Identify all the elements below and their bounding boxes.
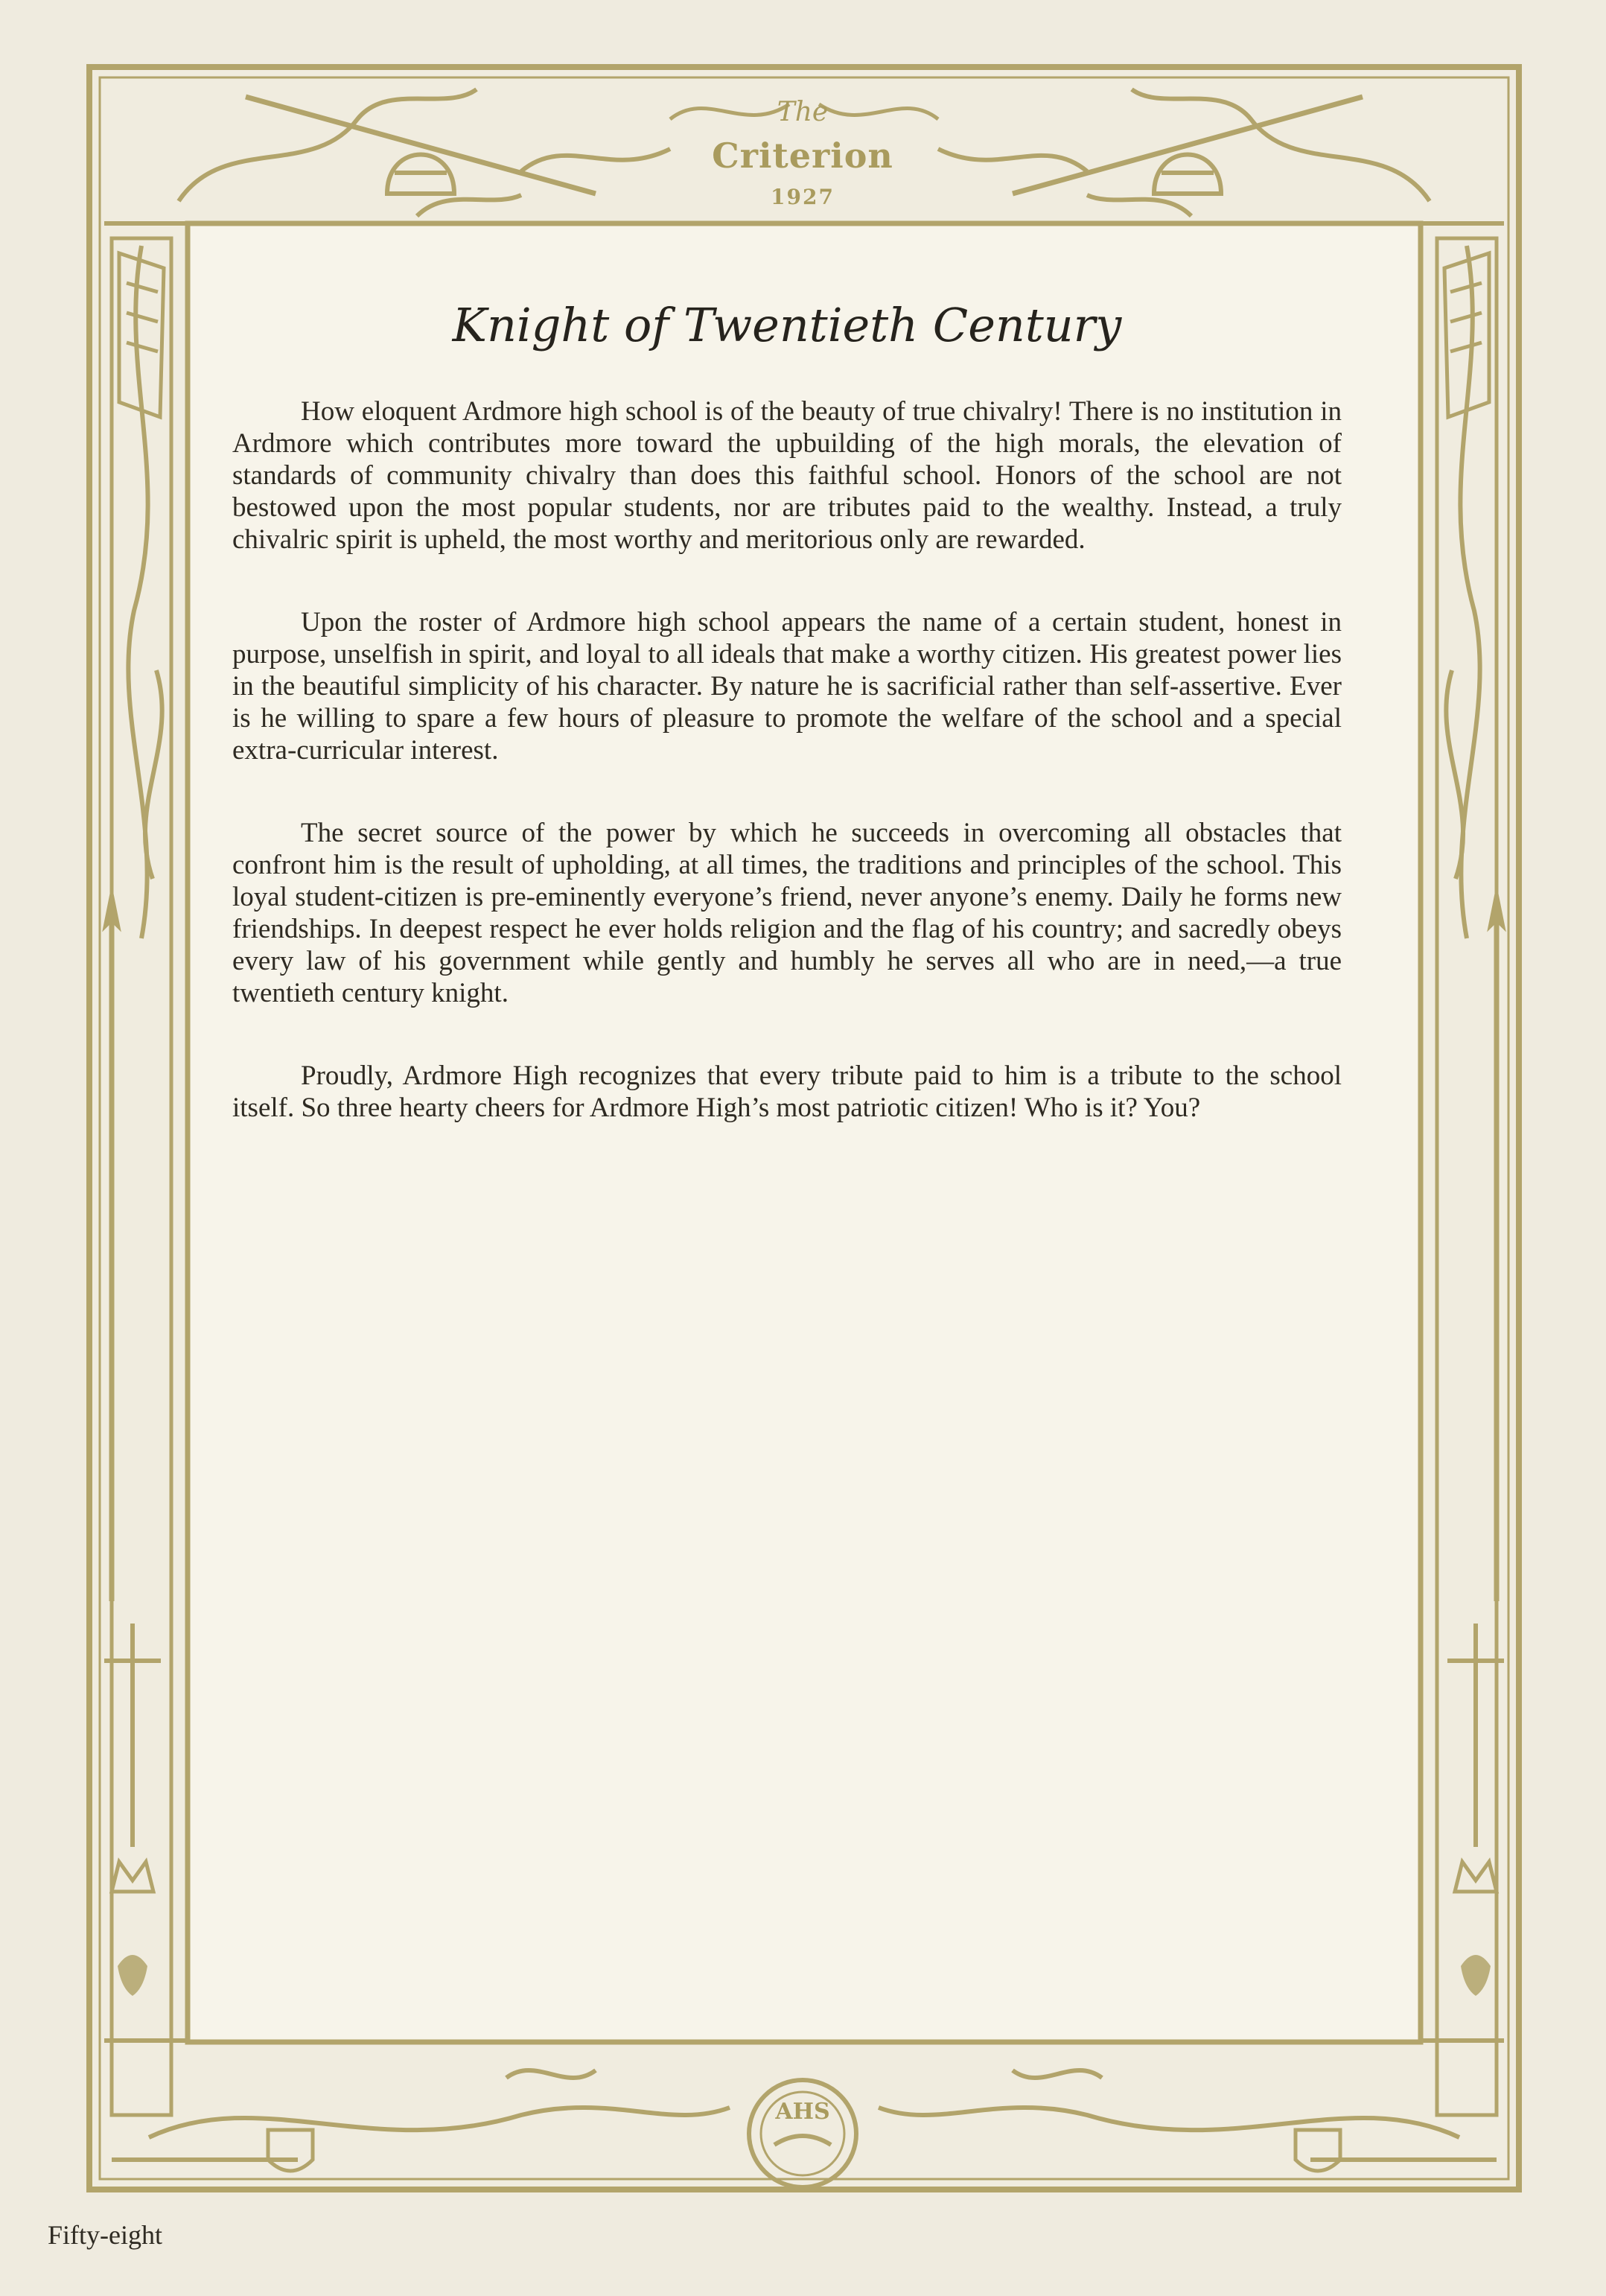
article-paragraph-1: How eloquent Ardmore high school is of the beauty of true chivalry! There is no institution in Ardmore which contributes more toward the upbuilding of the high morals, the elevation of standards of community chivalry than does this faithful school. Honors of the school are not bestowed upon the most popular students, nor are tributes paid to the wealthy. Instead, a truly chivalric spirit is upheld, the most worthy and meritorious only are rewarded. xyxy=(232,396,1342,555)
masthead xyxy=(691,89,914,216)
masthead-title: Criterion xyxy=(712,136,893,176)
masthead-the: The xyxy=(777,97,829,127)
page-number-label: Fifty-eight xyxy=(48,2220,162,2250)
article-paragraph-4: Proudly, Ardmore High recognizes that every tribute paid to him is a tribute to the school itself. So three hearty cheers for Ardmore High’s most patriotic citizen! Who is it? You? xyxy=(232,1060,1342,1123)
article xyxy=(232,298,1342,1174)
emblem-monogram: AHS xyxy=(775,2099,830,2125)
article-paragraph-2: Upon the roster of Ardmore high school appears the name of a certain student, honest in purpose, unselfish in spirit, and loyal to all ideals that make a worthy citizen. His greatest power lies in the beautiful simplicity of his character. By nature he is sacrificial rather than self-assertive. Ever is he willing to spare a few hours of pleasure to promote the welfare of the school and a special extra-curricular interest. xyxy=(232,607,1342,766)
article-title: Knight of Twentieth Century xyxy=(452,298,1122,352)
masthead-year: 1927 xyxy=(771,185,835,209)
article-paragraph-3: The secret source of the power by which he succeeds in overcoming all obstacles that confront him is the result of upholding, at all times, the traditions and principles of the school. This loyal student-citizen is pre-eminently everyone’s friend, never anyone’s enemy. Daily he forms new friendships. In deepest respect he ever holds religion and the flag of his country; and sacredly obeys every law of his government while gently and humbly he serves all who are in need,—a true twentieth century knight. xyxy=(232,818,1342,1008)
